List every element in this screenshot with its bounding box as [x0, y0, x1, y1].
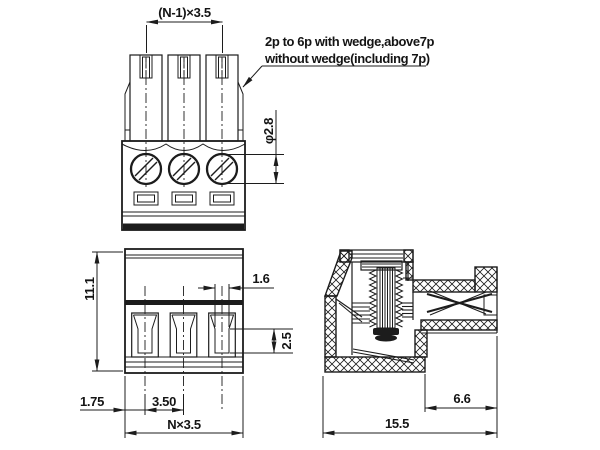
clamp-screw	[361, 261, 403, 342]
dim-slot-width	[198, 271, 274, 327]
dim-label-slot-height: 2.5	[279, 332, 294, 350]
note-line-1: 2p to 6p with wedge,above7p	[265, 34, 435, 49]
leader-line	[243, 66, 262, 87]
dim-label-total-depth: 15.5	[384, 416, 410, 431]
dim-label-pin-pitch-top: (N-1)×3.5	[158, 5, 211, 20]
dim-label-pitch: 3.50	[151, 394, 177, 409]
dim-label-screw-diameter: φ2.8	[261, 117, 276, 145]
dim-edge-margin	[80, 376, 145, 438]
left-wall	[325, 296, 336, 357]
screw-shaft-lines	[380, 268, 393, 328]
right-upper-wall	[406, 262, 413, 280]
dim-label-slot-width: 1.6	[252, 271, 270, 286]
channel-bottom-wall	[421, 320, 497, 330]
channel-top-wall	[413, 280, 475, 292]
note-callout	[243, 34, 435, 87]
dim-screw-diameter	[224, 110, 284, 184]
dim-total-depth	[323, 376, 497, 438]
front-view	[125, 249, 243, 412]
dim-slot-height	[230, 329, 294, 353]
plug-channel	[403, 267, 497, 357]
dim-label-edge-margin: 1.75	[79, 394, 105, 409]
dim-pin-pitch-top	[147, 5, 223, 53]
clamp-stack-right	[402, 303, 413, 317]
side-section-view	[325, 250, 497, 372]
dim-plug-depth	[425, 336, 497, 438]
note-line-2: without wedge(including 7p)	[265, 51, 430, 66]
right-column	[415, 330, 427, 357]
screw-tip	[373, 328, 399, 335]
dim-label-plug-depth: 6.6	[453, 391, 471, 406]
wire-funnel	[427, 291, 492, 315]
front-view-body	[125, 249, 243, 373]
clamp-plate	[375, 335, 397, 342]
screw-thread-right	[396, 270, 403, 327]
vent-openings	[134, 192, 234, 205]
dim-body-height	[82, 252, 123, 371]
dim-label-total-width: N×3.5	[167, 417, 201, 432]
dim-pitch	[145, 394, 184, 415]
latch-block	[475, 267, 497, 292]
top-view	[122, 55, 245, 230]
screw-thread-left	[370, 270, 377, 327]
clamp-stack-left	[352, 303, 370, 323]
front-band	[125, 300, 243, 305]
top-view-centerlines	[146, 57, 222, 187]
body-base-strip	[123, 224, 244, 230]
body-scallops	[122, 144, 245, 151]
dim-label-body-height: 11.1	[82, 277, 97, 301]
